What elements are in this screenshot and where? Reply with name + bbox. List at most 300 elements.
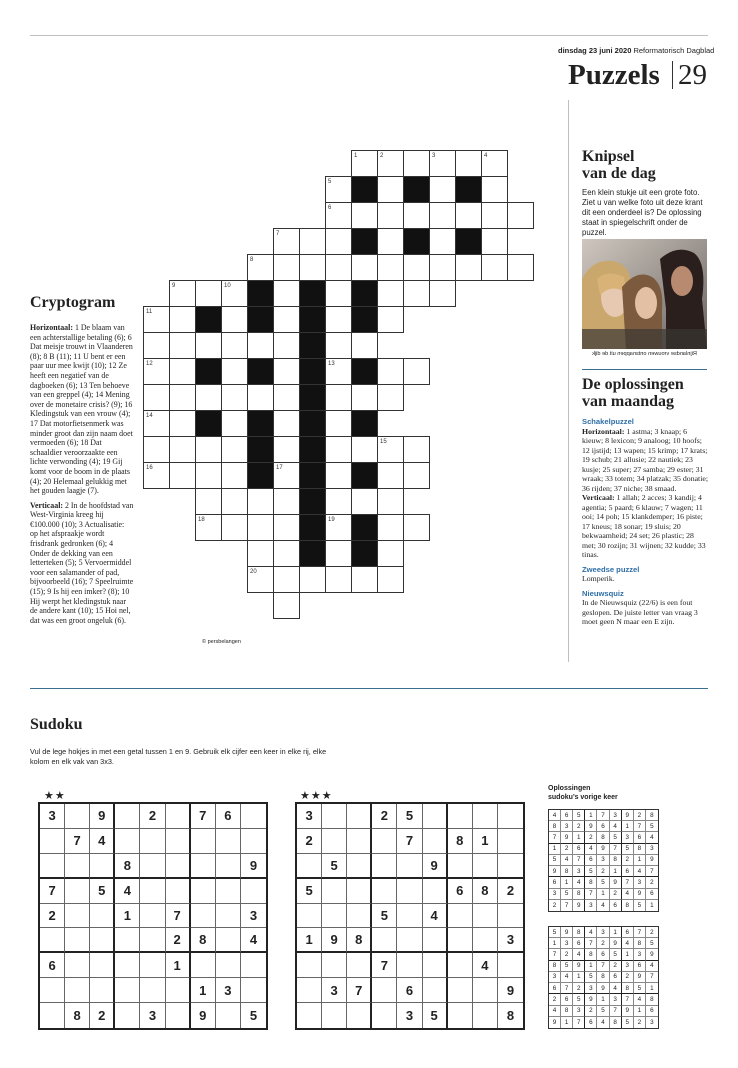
solution-cell: 1 <box>549 844 561 855</box>
crossword-cell[interactable] <box>351 488 378 515</box>
sudoku-empty-cell[interactable] <box>397 928 422 953</box>
solution-cell: 3 <box>650 1018 654 1026</box>
crossword-cell[interactable] <box>273 254 300 281</box>
crossword-cell[interactable] <box>273 462 300 489</box>
crossword-cell[interactable] <box>273 228 300 255</box>
crossword-cell[interactable] <box>273 514 300 541</box>
crossword-cell[interactable] <box>481 176 508 203</box>
solution-cell: 4 <box>622 938 634 949</box>
crossword-cell[interactable] <box>481 228 508 255</box>
sudoku-empty-cell[interactable] <box>473 1003 498 1028</box>
sudoku-empty-cell[interactable] <box>498 854 523 879</box>
solution-cell: 6 <box>549 983 561 994</box>
solution-cell: 2 <box>585 832 597 843</box>
sudoku-empty-cell[interactable] <box>40 1003 65 1028</box>
crossword-cell[interactable] <box>377 254 404 281</box>
sudoku-empty-cell[interactable] <box>297 953 322 978</box>
sudoku-empty-cell[interactable] <box>140 978 165 1003</box>
crossword-cell[interactable] <box>299 566 326 593</box>
crossword-cell[interactable] <box>377 202 404 229</box>
sudoku-empty-cell[interactable] <box>140 879 165 904</box>
crossword-cell[interactable] <box>351 254 378 281</box>
sudoku-empty-cell[interactable] <box>166 1003 191 1028</box>
crossword-cell[interactable] <box>273 280 300 307</box>
sudoku-empty-cell[interactable] <box>423 953 448 978</box>
crossword-cell[interactable] <box>377 176 404 203</box>
crossword-cell[interactable] <box>221 332 248 359</box>
crossword-cell[interactable] <box>403 202 430 229</box>
solution-cell: 1 <box>634 1006 646 1017</box>
crossword-cell[interactable] <box>247 384 274 411</box>
crossword-cell[interactable] <box>377 514 404 541</box>
solution-cell: 1 <box>597 889 609 900</box>
solution-cell: 7 <box>549 832 561 843</box>
sudoku-empty-cell[interactable] <box>423 829 448 854</box>
sudoku-empty-cell[interactable] <box>166 829 191 854</box>
crossword-cell[interactable] <box>221 514 248 541</box>
crossword-cell[interactable] <box>351 384 378 411</box>
sudoku-empty-cell[interactable] <box>216 879 241 904</box>
sudoku-empty-cell[interactable] <box>166 978 191 1003</box>
solution-cell: 5 <box>585 972 597 983</box>
sudoku-empty-cell[interactable] <box>498 904 523 929</box>
crossword-cell[interactable] <box>247 254 274 281</box>
sudoku-empty-cell[interactable] <box>297 1003 322 1028</box>
sudoku-given-cell: 3 <box>498 928 523 953</box>
sudoku-empty-cell[interactable] <box>423 928 448 953</box>
crossword-cell[interactable] <box>325 254 352 281</box>
crossword-cell[interactable] <box>377 488 404 515</box>
sudoku-empty-cell[interactable] <box>372 978 397 1003</box>
sudoku-empty-cell[interactable] <box>347 829 372 854</box>
crossword-cell[interactable] <box>325 332 352 359</box>
sudoku-empty-cell[interactable] <box>347 1003 372 1028</box>
crossword-cell[interactable] <box>247 540 274 567</box>
sudoku-empty-cell[interactable] <box>473 854 498 879</box>
crossword-cell[interactable] <box>143 358 170 385</box>
solution-cell: 3 <box>549 889 561 900</box>
crossword-black-cell <box>247 358 274 385</box>
sudoku-empty-cell[interactable] <box>448 1003 473 1028</box>
solution-cell: 2 <box>610 961 622 972</box>
crossword-black-cell <box>247 410 274 437</box>
solution-cell: 4 <box>573 877 585 888</box>
crossword-cell[interactable] <box>273 566 300 593</box>
crossword-cell[interactable] <box>195 280 222 307</box>
sudoku-empty-cell[interactable] <box>372 879 397 904</box>
sudoku-empty-cell[interactable] <box>372 829 397 854</box>
crossword-black-cell <box>299 306 326 333</box>
crossword-cell[interactable] <box>325 280 352 307</box>
crossword-cell[interactable] <box>429 176 456 203</box>
section-title: Puzzels <box>568 59 660 91</box>
horizontaal-text: 1 De blaam van een achterstallige betaling (6); 6 Dat meisje trouwt in Vlaanderen (8); 8 B (11); 11 U bent er een paar uur mee kwijt (10); 12 Ze heeft een negatief van de dagboeken (6); 13 Ten behoeve van een greppel (4); 14 Mening over de monetaire crisis? (9); 16 Kledingstuk van een vrouw (4); 17 Dat motorfietsenmerk was minder groot dan zijn naam doet vermoeden (6); 18 Dat schaaldier veroorzaakte een lichte verwonding (4); 19 Gij komt voor de boom in de plaats (4); 20 Helemaal gelukkig met het gouden laagje (7). <box>30 323 133 496</box>
crossword-cell[interactable] <box>325 202 352 229</box>
crossword-clue-number: 15 <box>380 439 387 445</box>
crossword-cell[interactable] <box>325 410 352 437</box>
sudoku-empty-cell[interactable] <box>241 978 266 1003</box>
crossword-cell[interactable] <box>221 384 248 411</box>
solution-cell: 3 <box>622 961 634 972</box>
crossword-cell[interactable] <box>221 410 248 437</box>
crossword-cell[interactable] <box>325 540 352 567</box>
sudoku-empty-cell[interactable] <box>140 928 165 953</box>
solution-cell: 2 <box>646 877 658 888</box>
crossword-cell[interactable] <box>169 436 196 463</box>
sudoku-empty-cell[interactable] <box>65 978 90 1003</box>
sudoku-empty-cell[interactable] <box>40 978 65 1003</box>
crossword-cell[interactable] <box>273 358 300 385</box>
solution-cell: 1 <box>650 901 654 909</box>
sudoku-empty-cell[interactable] <box>322 953 347 978</box>
sudoku-empty-cell[interactable] <box>65 804 90 829</box>
solution-cell: 2 <box>561 949 573 960</box>
crossword-cell[interactable] <box>143 436 170 463</box>
crossword-cell[interactable] <box>377 306 404 333</box>
sudoku-empty-cell[interactable] <box>140 829 165 854</box>
crossword-cell[interactable] <box>481 202 508 229</box>
sudoku-given-cell: 2 <box>140 804 165 829</box>
solution-cell: 7 <box>549 949 561 960</box>
crossword-cell[interactable] <box>299 228 326 255</box>
crossword-cell[interactable] <box>429 280 456 307</box>
crossword-black-cell <box>195 358 222 385</box>
sudoku-given-cell: 1 <box>191 978 216 1003</box>
sudoku-empty-cell[interactable] <box>448 953 473 978</box>
crossword-cell[interactable] <box>299 254 326 281</box>
crossword-cell[interactable] <box>429 254 456 281</box>
sudoku-empty-cell[interactable] <box>216 854 241 879</box>
solutions-title-2: sudoku’s vorige keer <box>548 794 618 801</box>
sudoku-empty-cell[interactable] <box>216 829 241 854</box>
sudoku-empty-cell[interactable] <box>241 829 266 854</box>
crossword-cell[interactable] <box>377 358 404 385</box>
sudoku-empty-cell[interactable] <box>140 854 165 879</box>
crossword-cell[interactable] <box>143 410 170 437</box>
crossword-cell[interactable] <box>403 150 430 177</box>
sudoku-empty-cell[interactable] <box>448 804 473 829</box>
crossword-cell[interactable] <box>169 332 196 359</box>
crossword-cell[interactable] <box>403 280 430 307</box>
photo-image <box>582 239 707 349</box>
sudoku-empty-cell[interactable] <box>40 854 65 879</box>
crossword-cell[interactable] <box>377 280 404 307</box>
sudoku-empty-cell[interactable] <box>191 854 216 879</box>
crossword-cell[interactable] <box>325 384 352 411</box>
sudoku-empty-cell[interactable] <box>90 854 115 879</box>
crossword-cell[interactable] <box>221 462 248 489</box>
sudoku-empty-cell[interactable] <box>448 978 473 1003</box>
sudoku-empty-cell[interactable] <box>191 829 216 854</box>
crossword-cell[interactable] <box>377 566 404 593</box>
solution-cell: 3 <box>561 821 573 832</box>
sudoku-given-cell: 9 <box>90 804 115 829</box>
crossword-cell[interactable] <box>247 514 274 541</box>
sudoku-given-cell: 3 <box>40 804 65 829</box>
solution-cell: 1 <box>561 1017 573 1028</box>
sudoku-empty-cell[interactable] <box>322 904 347 929</box>
solution-cell: 6 <box>634 961 646 972</box>
column-divider <box>568 100 569 662</box>
sudoku-empty-cell[interactable] <box>423 804 448 829</box>
sudoku-empty-cell[interactable] <box>216 953 241 978</box>
crossword-cell[interactable] <box>273 384 300 411</box>
sudoku-instructions: Vul de lege hokjes in met een getal tussen 1 en 9. Gebruik elk cijfer een keer in elke rij, elke kolom en elk vak van 3x3. <box>30 747 327 766</box>
crossword-cell[interactable] <box>221 358 248 385</box>
sudoku-empty-cell[interactable] <box>372 854 397 879</box>
crossword-cell[interactable] <box>195 436 222 463</box>
solution-cell: 7 <box>646 972 658 983</box>
crossword-cell[interactable] <box>195 488 222 515</box>
crossword-cell[interactable] <box>247 332 274 359</box>
crossword-black-cell <box>195 306 222 333</box>
crossword-cell[interactable] <box>351 566 378 593</box>
solution-cell: 3 <box>622 832 634 843</box>
crossword-cell[interactable] <box>325 358 352 385</box>
sudoku-empty-cell[interactable] <box>423 978 448 1003</box>
crossword-cell[interactable] <box>247 488 274 515</box>
sudoku-empty-cell[interactable] <box>90 978 115 1003</box>
sudoku-empty-cell[interactable] <box>166 854 191 879</box>
crossword-cell[interactable] <box>507 202 534 229</box>
sudoku-empty-cell[interactable] <box>166 804 191 829</box>
sudoku-empty-cell[interactable] <box>473 804 498 829</box>
sudoku-empty-cell[interactable] <box>498 804 523 829</box>
sudoku-empty-cell[interactable] <box>40 829 65 854</box>
solution-cell: 8 <box>585 949 597 960</box>
solution-cell: 4 <box>549 810 561 821</box>
sudoku-empty-cell[interactable] <box>347 879 372 904</box>
solution-cell: 5 <box>634 983 646 994</box>
sudoku-empty-cell[interactable] <box>65 953 90 978</box>
sudoku-empty-cell[interactable] <box>115 953 140 978</box>
sudoku-given-cell: 1 <box>115 904 140 929</box>
crossword-cell[interactable] <box>403 514 430 541</box>
sudoku-empty-cell[interactable] <box>40 928 65 953</box>
crossword-cell[interactable] <box>325 488 352 515</box>
crossword-cell[interactable] <box>169 280 196 307</box>
sudoku-empty-cell[interactable] <box>498 829 523 854</box>
crossword-cell[interactable] <box>481 254 508 281</box>
sudoku-empty-cell[interactable] <box>347 854 372 879</box>
sudoku-empty-cell[interactable] <box>65 879 90 904</box>
sudoku-empty-cell[interactable] <box>65 904 90 929</box>
sudoku-empty-cell[interactable] <box>397 904 422 929</box>
sudoku-empty-cell[interactable] <box>115 829 140 854</box>
sudoku-empty-cell[interactable] <box>65 854 90 879</box>
sudoku-empty-cell[interactable] <box>473 904 498 929</box>
crossword-cell[interactable] <box>169 358 196 385</box>
sudoku-empty-cell[interactable] <box>241 804 266 829</box>
crossword-clue-number: 16 <box>146 465 153 471</box>
crossword-cell[interactable] <box>325 566 352 593</box>
crossword-cell[interactable] <box>351 436 378 463</box>
sudoku1-difficulty: ★★ <box>44 790 66 802</box>
crossword-cell[interactable] <box>169 384 196 411</box>
sudoku-given-cell: 2 <box>297 829 322 854</box>
sudoku-empty-cell[interactable] <box>191 953 216 978</box>
crossword-cell[interactable] <box>377 540 404 567</box>
crossword-cell[interactable] <box>455 254 482 281</box>
sudoku-empty-cell[interactable] <box>216 904 241 929</box>
crossword-cell[interactable] <box>377 462 404 489</box>
sudoku-empty-cell[interactable] <box>65 928 90 953</box>
crossword-cell[interactable] <box>325 306 352 333</box>
crossword-black-cell <box>299 280 326 307</box>
sudoku-given-cell: 6 <box>40 953 65 978</box>
sudoku-empty-cell[interactable] <box>115 978 140 1003</box>
sudoku-empty-cell[interactable] <box>347 904 372 929</box>
crossword-cell[interactable] <box>273 540 300 567</box>
crossword-cell[interactable] <box>273 488 300 515</box>
crossword-cell[interactable] <box>377 436 404 463</box>
crossword-cell[interactable] <box>273 592 300 619</box>
sudoku-given-cell: 5 <box>297 879 322 904</box>
crossword-cell[interactable] <box>143 462 170 489</box>
crossword-cell[interactable] <box>377 150 404 177</box>
crossword-cell[interactable] <box>169 306 196 333</box>
crossword-cell[interactable] <box>325 514 352 541</box>
crossword-cell[interactable] <box>221 436 248 463</box>
sudoku-given-cell: 3 <box>322 978 347 1003</box>
crossword-cell[interactable] <box>169 410 196 437</box>
schakel-horizontaal <box>582 427 708 560</box>
sudoku-empty-cell[interactable] <box>322 1003 347 1028</box>
sudoku-empty-cell[interactable] <box>115 928 140 953</box>
sudoku-empty-cell[interactable] <box>347 953 372 978</box>
crossword-cell[interactable] <box>273 306 300 333</box>
crossword-cell[interactable] <box>377 384 404 411</box>
sudoku-given-cell: 9 <box>241 854 266 879</box>
sudoku-empty-cell[interactable] <box>90 928 115 953</box>
sudoku-empty-cell[interactable] <box>347 804 372 829</box>
crossword-black-cell <box>351 176 378 203</box>
crossword-cell[interactable] <box>403 358 430 385</box>
crossword-cell[interactable] <box>273 410 300 437</box>
sudoku-empty-cell[interactable] <box>372 928 397 953</box>
sudoku-empty-cell[interactable] <box>241 953 266 978</box>
sudoku-given-cell: 2 <box>166 928 191 953</box>
crossword-cell[interactable] <box>351 202 378 229</box>
sudoku-given-cell: 9 <box>498 978 523 1003</box>
sudoku-empty-cell[interactable] <box>322 879 347 904</box>
solution-cell: 3 <box>610 994 622 1005</box>
crossword-cell[interactable] <box>429 150 456 177</box>
sudoku-empty-cell[interactable] <box>423 879 448 904</box>
crossword-cell[interactable] <box>507 254 534 281</box>
crossword-cell[interactable] <box>351 332 378 359</box>
crossword-clue-number: 2 <box>380 153 384 159</box>
sudoku-empty-cell[interactable] <box>166 879 191 904</box>
sudoku-empty-cell[interactable] <box>140 904 165 929</box>
crossword-cell[interactable] <box>169 462 196 489</box>
sudoku-empty-cell[interactable] <box>297 904 322 929</box>
solution-cell: 9 <box>622 1006 634 1017</box>
horizontaal-label: Horizontaal: <box>30 323 73 332</box>
sudoku-empty-cell[interactable] <box>498 953 523 978</box>
crossword-cell[interactable] <box>325 462 352 489</box>
sudoku-empty-cell[interactable] <box>191 879 216 904</box>
solution-cell: 1 <box>622 949 634 960</box>
crossword-cell[interactable] <box>273 332 300 359</box>
sudoku-empty-cell[interactable] <box>297 978 322 1003</box>
crossword-cell[interactable] <box>195 514 222 541</box>
sudoku-puzzle-1 <box>38 802 268 1030</box>
crossword-cell[interactable] <box>195 384 222 411</box>
crossword-black-cell <box>455 176 482 203</box>
crossword-cell[interactable] <box>273 436 300 463</box>
crossword-cell[interactable] <box>195 462 222 489</box>
sudoku-empty-cell[interactable] <box>241 879 266 904</box>
crossword-cell[interactable] <box>429 202 456 229</box>
schakel-vert-label: Verticaal: <box>582 493 615 502</box>
crossword-cell[interactable] <box>403 254 430 281</box>
sudoku-empty-cell[interactable] <box>115 1003 140 1028</box>
crossword-cell[interactable] <box>455 150 482 177</box>
sudoku-empty-cell[interactable] <box>322 829 347 854</box>
sudoku-given-cell: 8 <box>448 829 473 854</box>
crossword-cell[interactable] <box>221 306 248 333</box>
crossword-cell[interactable] <box>325 436 352 463</box>
crossword-cell[interactable] <box>351 150 378 177</box>
solution-cell: 6 <box>597 821 609 832</box>
crossword-cell[interactable] <box>377 228 404 255</box>
crossword-cell[interactable] <box>221 280 248 307</box>
crossword-cell[interactable] <box>221 488 248 515</box>
crossword-cell[interactable] <box>481 150 508 177</box>
sudoku-empty-cell[interactable] <box>322 804 347 829</box>
sudoku-empty-cell[interactable] <box>397 953 422 978</box>
sudoku-empty-cell[interactable] <box>90 953 115 978</box>
sudoku-empty-cell[interactable] <box>216 928 241 953</box>
solution-cell: 8 <box>573 889 585 900</box>
sudoku-empty-cell[interactable] <box>90 904 115 929</box>
crossword-cell[interactable] <box>403 462 430 489</box>
solution-cell: 7 <box>622 994 634 1005</box>
solution-cell: 2 <box>634 1017 646 1028</box>
crossword-cell[interactable] <box>325 176 352 203</box>
crossword-cell[interactable] <box>143 306 170 333</box>
solution-cell: 4 <box>561 972 573 983</box>
sudoku-empty-cell[interactable] <box>448 904 473 929</box>
sudoku-empty-cell[interactable] <box>140 953 165 978</box>
sudoku-empty-cell[interactable] <box>115 804 140 829</box>
sudoku-empty-cell[interactable] <box>473 978 498 1003</box>
crossword-cell[interactable] <box>455 202 482 229</box>
solution-cell: 9 <box>646 855 658 866</box>
solution-cell: 9 <box>634 889 646 900</box>
sudoku-empty-cell[interactable] <box>297 854 322 879</box>
sudoku-puzzle-2 <box>295 802 525 1030</box>
sudoku-empty-cell[interactable] <box>372 1003 397 1028</box>
sudoku-empty-cell[interactable] <box>216 1003 241 1028</box>
crossword-cell[interactable] <box>247 566 274 593</box>
sudoku-empty-cell[interactable] <box>191 904 216 929</box>
crossword-cell[interactable] <box>325 228 352 255</box>
sudoku-empty-cell[interactable] <box>473 928 498 953</box>
crossword-cell[interactable] <box>143 384 170 411</box>
sudoku-empty-cell[interactable] <box>448 854 473 879</box>
crossword-cell[interactable] <box>403 436 430 463</box>
sudoku-given-cell: 3 <box>397 1003 422 1028</box>
sudoku-empty-cell[interactable] <box>448 928 473 953</box>
crossword-cell[interactable] <box>429 228 456 255</box>
sudoku-empty-cell[interactable] <box>397 879 422 904</box>
crossword-cell[interactable] <box>195 332 222 359</box>
crossword-cell[interactable] <box>143 332 170 359</box>
sudoku-empty-cell[interactable] <box>397 854 422 879</box>
solution-cell: 4 <box>597 1017 609 1028</box>
